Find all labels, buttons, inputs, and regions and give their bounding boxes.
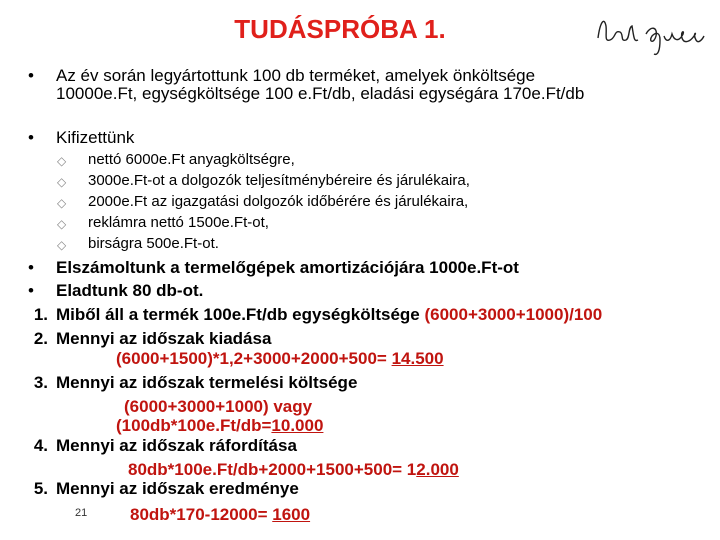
bullet-text-production: Az év során legyártottunk 100 db terméket, amelyek önköltsége 10000e.Ft, egységköltsége 100 e.Ft/db, eladási egységára 170e.Ft/db	[56, 66, 585, 103]
question-2-text: Mennyi az időszak kiadása	[56, 329, 272, 348]
bullet-text-paid: Kifizettünk	[56, 128, 135, 147]
signature-image	[590, 8, 710, 58]
question-5-text: Mennyi az időszak eredménye	[56, 479, 299, 498]
bullet-icon: •	[28, 258, 34, 277]
bullet-text-amortization: Elszámoltunk a termelőgépek amortizációjára 1000e.Ft-ot	[56, 258, 519, 277]
bullet-text-sold: Eladtunk 80 db-ot.	[56, 281, 204, 300]
question-3-answer-b: (100db*100e.Ft/db=10.000	[116, 416, 324, 435]
bullet-icon: •	[28, 128, 34, 147]
question-number: 2.	[33, 329, 48, 348]
diamond-bullet-icon: ◇	[57, 154, 67, 168]
question-5-answer: 80db*170-12000= 1600	[130, 505, 311, 524]
page-number: 21	[75, 507, 88, 519]
question-1-text: Miből áll a termék 100e.Ft/db egységköltsége	[56, 305, 425, 324]
question-1	[56, 306, 602, 324]
question-number: 4.	[33, 436, 48, 455]
diamond-bullet-icon: ◇	[57, 175, 67, 189]
question-number: 5.	[33, 479, 48, 498]
list-item: 2000e.Ft az igazgatási dolgozók időbérére és járulékaira,	[88, 193, 469, 210]
diamond-bullet-icon: ◇	[57, 196, 67, 210]
list-item: reklámra nettó 1500e.Ft-ot,	[88, 214, 269, 231]
question-5-answer-result: 1600	[272, 505, 311, 524]
question-4-answer-result: 2.000	[416, 460, 459, 479]
question-number: 3.	[33, 373, 48, 392]
page-title: TUDÁSPRÓBA 1.	[234, 14, 446, 44]
question-2-answer-result: 14.500	[391, 349, 444, 368]
question-4-text: Mennyi az időszak ráfordítása	[56, 436, 297, 455]
list-item: 3000e.Ft-ot a dolgozók teljesítménybéreire és járulékaira,	[88, 172, 470, 189]
question-3-answer-a: (6000+3000+1000) vagy	[124, 397, 313, 416]
bullet-icon: •	[28, 281, 34, 300]
question-1-answer: (6000+3000+1000)/100	[424, 305, 603, 324]
question-4-answer: 80db*100e.Ft/db+2000+1500+500= 12.000	[128, 460, 459, 479]
diamond-bullet-icon: ◇	[57, 238, 67, 252]
question-number: 1.	[33, 305, 48, 324]
diamond-bullet-icon: ◇	[57, 217, 67, 231]
question-3-answer-result: 10.000	[271, 416, 324, 435]
question-3-text: Mennyi az időszak termelési költsége	[56, 373, 358, 392]
list-item: birságra 500e.Ft-ot.	[88, 235, 219, 252]
question-2-answer: (6000+1500)*1,2+3000+2000+500= 14.500	[116, 349, 444, 368]
list-item: nettó 6000e.Ft anyagköltségre,	[88, 151, 295, 168]
bullet-icon: •	[28, 66, 34, 85]
